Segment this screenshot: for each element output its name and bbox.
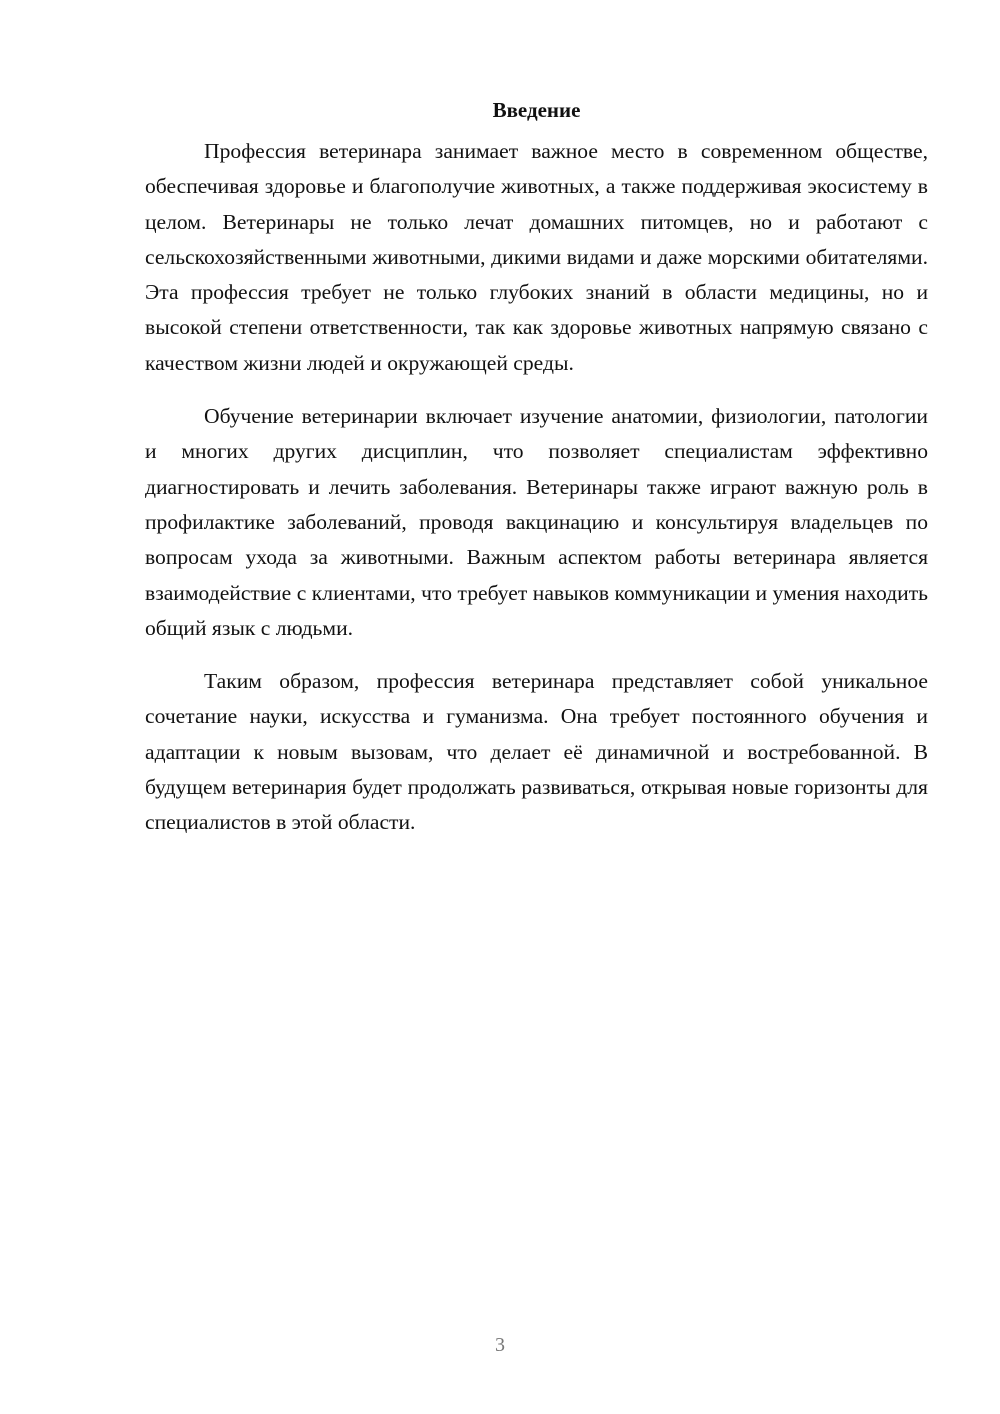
- page-content: [145, 92, 928, 859]
- paragraph-1: Профессия ветеринара занимает важное место в современном обществе, обеспечивая здоровье и благополучие животных, а также поддерживая экосистему в целом. Ветеринары не только лечат домашних питомцев, но и работают с сельскохозяйственными животными, дикими видами и даже морскими обитателями. Эта профессия требует не только глубоких знаний в области медицины, но и высокой степени ответственности, так как здоровье животных напрямую связано с качеством жизни людей и окружающей среды.: [145, 139, 928, 375]
- section-title: Введение: [492, 98, 581, 122]
- paragraph-3: Таким образом, профессия ветеринара представляет собой уникальное сочетание науки, искусства и гуманизма. Она требует постоянного обучения и адаптации к новым вызовам, что делает её динамичной и востребованной. В будущем ветеринария будет продолжать развиваться, открывая новые горизонты для специалистов в этой области.: [145, 669, 928, 835]
- page-number: 3: [495, 1334, 505, 1356]
- paragraph-2: Обучение ветеринарии включает изучение анатомии, физиологии, патологии и многих других дисциплин, что позволяет специалистам эффективно диагностировать и лечить заболевания. Ветеринары также играют важную роль в профилактике заболеваний, проводя вакцинацию и консультируя владельцев по вопросам ухода за животными. Важным аспектом работы ветеринара является взаимодействие с клиентами, что требует навыков коммуникации и умения находить общий язык с людьми.: [145, 404, 928, 640]
